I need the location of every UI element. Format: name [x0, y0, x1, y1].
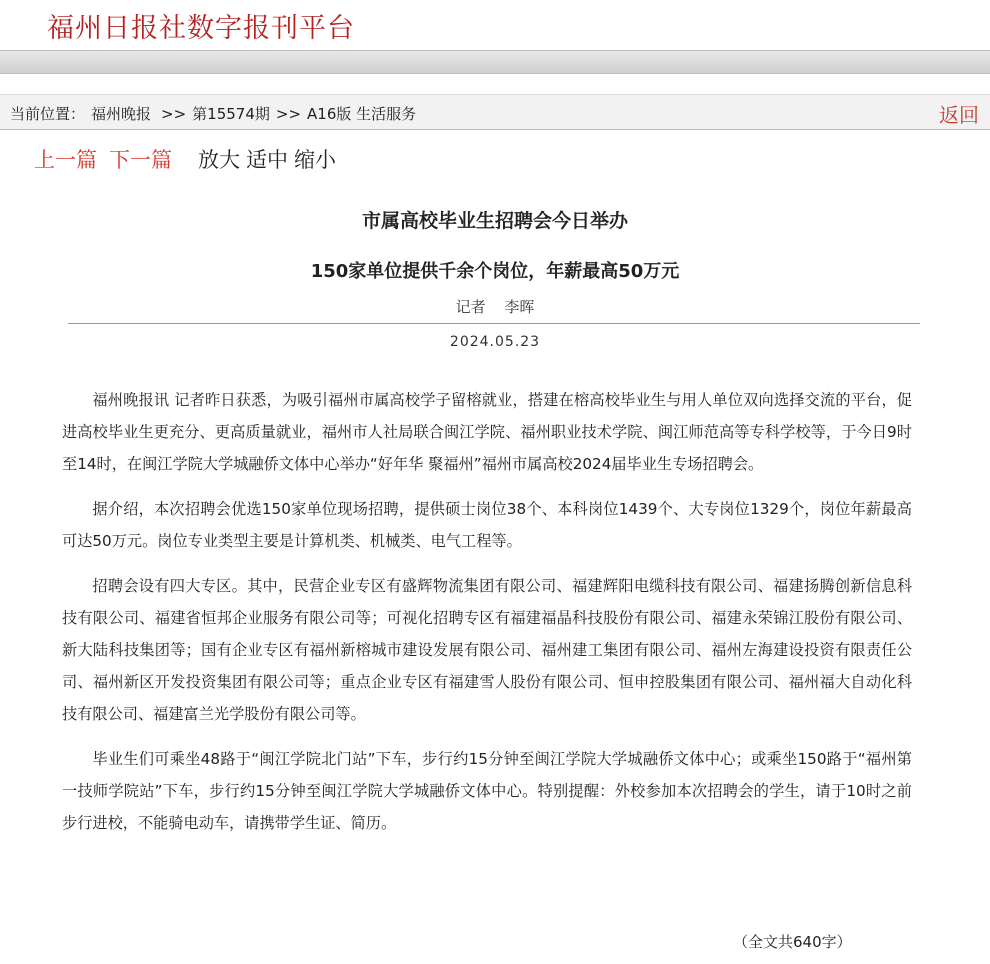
breadcrumb-issue-link[interactable]: 第15574期 [192, 105, 270, 123]
site-brand-title: 福州日报社数字报刊平台 [47, 13, 355, 44]
next-article-link[interactable]: 下一篇 [109, 148, 172, 172]
article-paragraph: 福州晚报讯 记者昨日获悉，为吸引福州市属高校学子留榕就业，搭建在榕高校毕业生与用人单位双向选择交流的平台，促进高校毕业生更充分、更高质量就业，福州市人社局联合闽江学院、福州职业技术学院、闽江师范高等专科学校等，于今日9时至14时，在闽江学院大学城融侨文体中心举办“好年华 聚福州”福州市属高校2024届毕业生专场招聘会。 [62, 391, 912, 473]
article-paragraph: 毕业生们可乘坐48路于“闽江学院北门站”下车，步行约15分钟至闽江学院大学城融侨文体中心；或乘坐150路于“福州第一技师学院站”下车，步行约15分钟至闽江学院大学城融侨文体中心。特别提醒：外校参加本次招聘会的学生，请于10时之前步行进校，不能骑电动车，请携带学生证、简历。 [62, 750, 912, 832]
breadcrumb-location-label: 当前位置： [10, 105, 86, 123]
breadcrumb-separator: >> [161, 105, 187, 123]
breadcrumb [10, 103, 422, 124]
article-toolbar [34, 144, 336, 174]
back-link[interactable]: 返回 [939, 103, 979, 127]
article-byline [0, 296, 990, 317]
article-title: 市属高校毕业生招聘会今日举办 [361, 210, 628, 232]
author-name: 李晖 [504, 298, 535, 316]
breadcrumb-bar [0, 94, 990, 130]
zoom-in-link[interactable]: 放大 [198, 148, 240, 172]
article-body [62, 384, 912, 852]
article-date: 2024.05.23 [449, 334, 541, 350]
prev-article-link[interactable]: 上一篇 [34, 148, 97, 172]
breadcrumb-paper-link[interactable]: 福州晚报 [91, 105, 152, 123]
breadcrumb-page-link[interactable]: A16版 生活服务 [307, 105, 417, 123]
article-paragraph: 招聘会设有四大专区。其中，民营企业专区有盛辉物流集团有限公司、福建辉阳电缆科技有限公司、福建扬腾创新信息科技有限公司、福建省恒邦企业服务有限公司等；可视化招聘专区有福建福晶科技股份有限公司、福建永荣锦江股份有限公司、新大陆科技集团等；国有企业专区有福州新榕城市建设发展有限公司、福州建工集团有限公司、福州左海建设投资有限责任公司、福州新区开发投资集团有限公司等；重点企业专区有福建雪人股份有限公司、恒申控股集团有限公司、福州福大自动化科技有限公司、福建富兰光学股份有限公司等。 [62, 577, 912, 723]
article-subtitle: 150家单位提供千余个岗位，年薪最高50万元 [310, 261, 680, 282]
article-paragraph: 据介绍，本次招聘会优选150家单位现场招聘，提供硕士岗位38个、本科岗位1439个、大专岗位1329个，岗位年薪最高可达50万元。岗位专业类型主要是计算机类、机械类、电气工程等。 [62, 500, 912, 550]
zoom-fit-link[interactable]: 适中 [246, 148, 288, 172]
breadcrumb-separator: >> [275, 105, 302, 123]
title-divider [68, 323, 920, 324]
word-count: （全文共640字） [733, 933, 852, 951]
zoom-out-link[interactable]: 缩小 [294, 148, 336, 172]
byline-label: 记者 [455, 298, 486, 316]
header-divider-bar [0, 50, 990, 74]
